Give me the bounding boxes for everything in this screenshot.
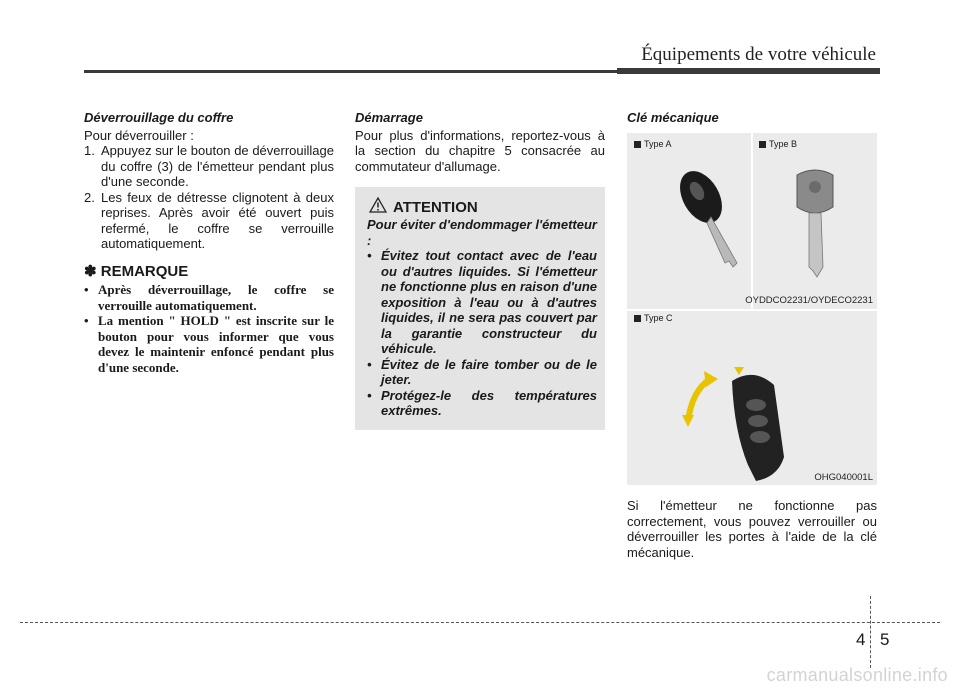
attention-title: ATTENTION xyxy=(393,199,478,216)
page-number: 5 xyxy=(880,630,890,649)
page-header-title: Équipements de votre véhicule xyxy=(641,44,876,65)
footer-dashed-rule xyxy=(20,622,940,623)
remarque-item: • Après déverrouillage, le coffre se verrouille automatiquement. xyxy=(84,282,334,313)
column-starting xyxy=(355,110,605,174)
attention-header xyxy=(369,197,478,218)
footer-dashed-divider xyxy=(870,596,871,668)
step-text: Appuyez sur le bouton de déverrouillage du coffre (3) de l'émetteur pendant plus d'une seconde. xyxy=(101,143,334,189)
step-item xyxy=(84,190,334,252)
bullet-icon: • xyxy=(367,248,372,263)
remarque-heading: ✽ REMARQUE xyxy=(84,262,189,280)
section-title-starting: Démarrage xyxy=(355,110,423,125)
watermark: carmanualsonline.info xyxy=(766,665,948,685)
attention-intro: Pour éviter d'endommager l'émetteur : xyxy=(367,217,597,248)
step-text: Les feux de détresse clignotent à deux reprises. Après avoir été ouvert puis refermé, le coffre se verrouille automatiquement. xyxy=(101,189,334,251)
image-code-top: OYDDCO2231/OYDECO2231 xyxy=(745,295,873,306)
attention-item: • Évitez tout contact avec de l'eau ou d'autres liquides. Si l'émetteur ne fonctionne plus en raison d'une exposition à l'eau ou à d'autres liquides, il ne sera pas couvert par la garantie constructeur du véhicule. xyxy=(367,248,597,356)
bullet-icon: • xyxy=(367,356,372,372)
label-type-c: Type C xyxy=(634,313,673,323)
key-type-b-icon xyxy=(787,167,843,287)
label-type-b: Type B xyxy=(759,139,797,149)
image-divider xyxy=(751,133,753,309)
trunk-intro: Pour déverrouiller : xyxy=(84,127,194,143)
section-title-key: Clé mécanique xyxy=(627,110,719,125)
header-rule-accent xyxy=(617,68,880,74)
key-type-a-icon xyxy=(675,167,751,277)
attention-box xyxy=(355,187,605,430)
step-item xyxy=(84,143,334,190)
image-divider xyxy=(627,309,877,311)
remarque-list xyxy=(84,282,334,375)
section-title-trunk: Déverrouillage du coffre xyxy=(84,110,234,125)
key-type-c-icon xyxy=(682,361,802,485)
square-bullet-icon xyxy=(634,315,641,322)
attention-body xyxy=(367,217,597,419)
starting-text: Pour plus d'informations, reportez-vous à la section du chapitre 5 consacrée au commutateur d'allumage. xyxy=(355,127,605,174)
step-number: 2. xyxy=(84,189,95,205)
chapter-number: 4 xyxy=(856,630,866,649)
key-illustration xyxy=(627,133,877,485)
square-bullet-icon xyxy=(759,141,766,148)
attention-item: • Protégez-le des températures extrêmes. xyxy=(367,387,597,418)
mechanical-key-text: Si l'émetteur ne fonctionne pas correctement, vous pouvez verrouiller ou déverrouiller les portes à l'aide de la clé mécanique. xyxy=(627,498,877,560)
column-mechanical-key xyxy=(627,110,877,128)
column-trunk-unlock xyxy=(84,110,334,375)
bullet-icon: • xyxy=(84,313,89,328)
remarque-item: • La mention " HOLD " est inscrite sur le bouton pour vous informer que vous devez le maintenir enfoncé pendant plus d'une seconde. xyxy=(84,313,334,375)
image-code-bottom: OHG040001L xyxy=(814,472,873,483)
bullet-icon: • xyxy=(84,282,89,297)
square-bullet-icon xyxy=(634,141,641,148)
attention-item: • Évitez de le faire tomber ou de le jeter. xyxy=(367,356,597,387)
warning-triangle-icon xyxy=(369,197,387,218)
step-number: 1. xyxy=(84,143,95,158)
label-type-a: Type A xyxy=(634,139,672,149)
bullet-icon: • xyxy=(367,387,372,403)
